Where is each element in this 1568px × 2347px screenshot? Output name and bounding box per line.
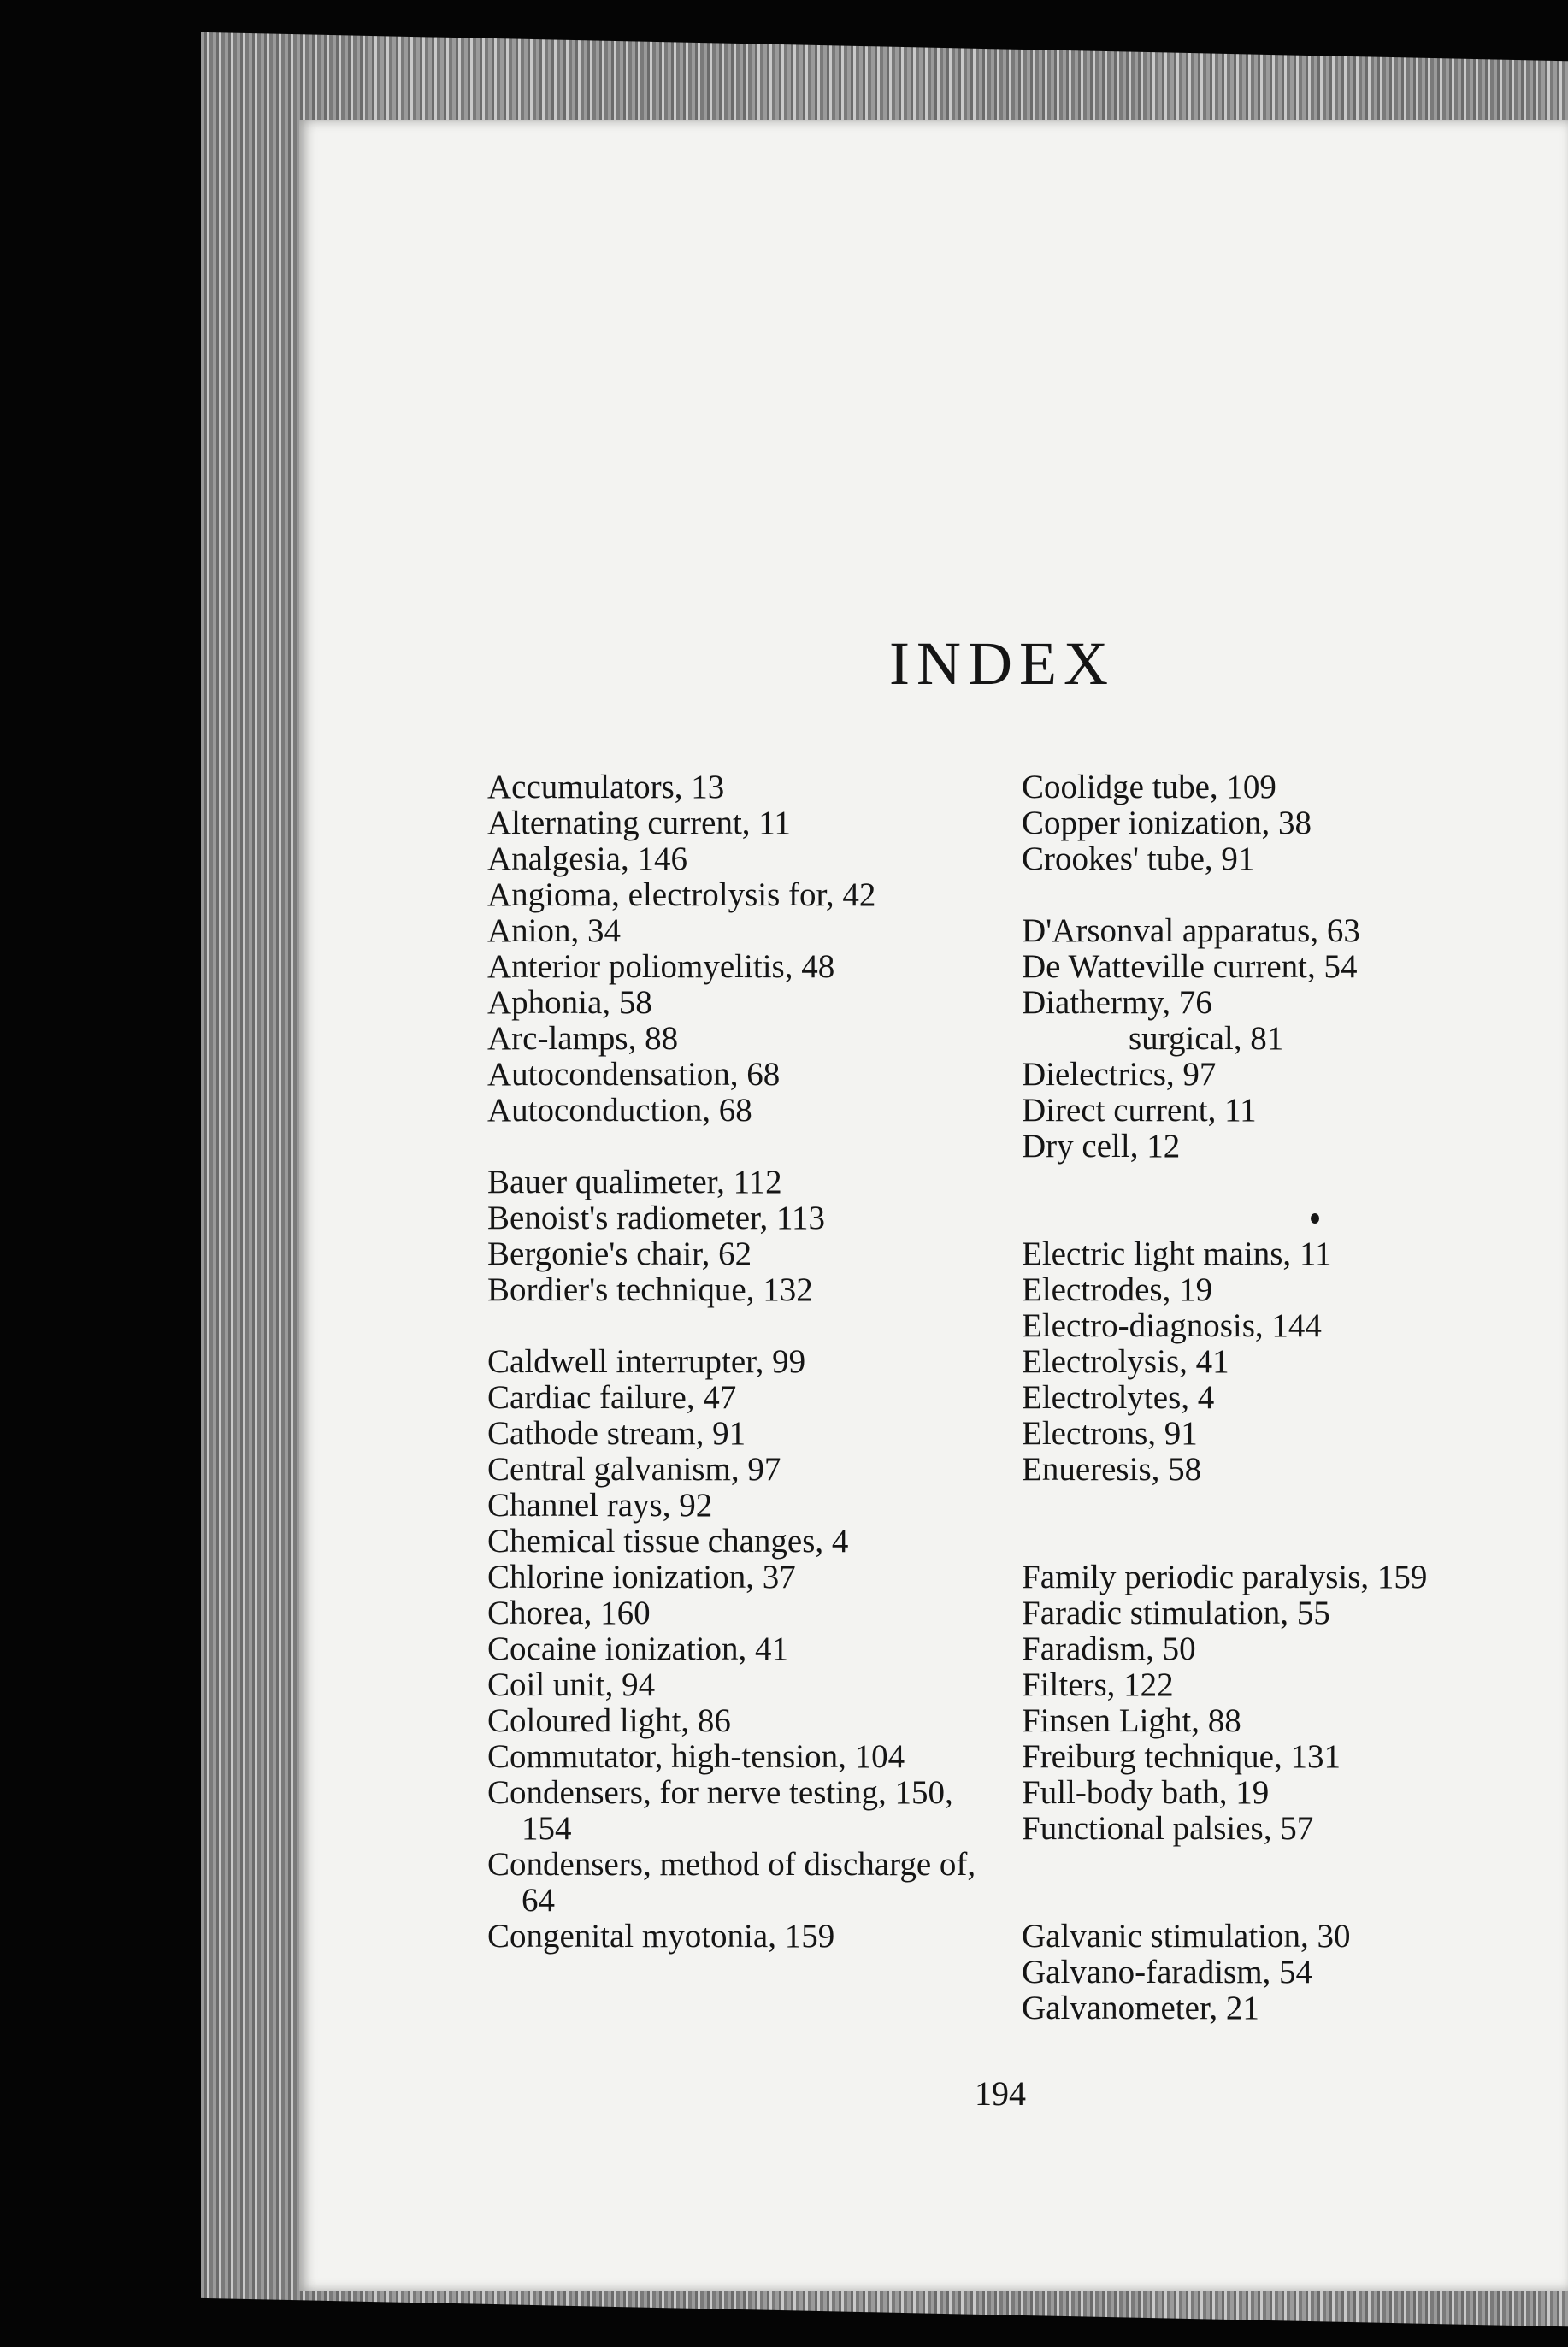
index-entry: Arc-lamps, 88 (487, 1020, 679, 1057)
index-entry: Analgesia, 146 (487, 840, 687, 877)
index-entry: Bergonie's chair, 62 (487, 1235, 752, 1272)
index-entry: Family periodic paralysis, 159 (1022, 1559, 1428, 1595)
index-entry: Autocondensation, 68 (487, 1056, 781, 1093)
index-subentry: surgical, 81 (1129, 1020, 1284, 1057)
section-gap (1022, 1524, 1535, 1560)
index-column-right (1022, 770, 1535, 2026)
index-entry: Full-body bath, 19 (1022, 1774, 1270, 1811)
index-heading: INDEX (889, 629, 1115, 698)
index-entry: Bauer qualimeter, 112 (487, 1164, 782, 1200)
index-entry: Coil unit, 94 (487, 1666, 656, 1703)
section-gap (487, 1129, 983, 1165)
section-gap (1022, 1883, 1535, 1919)
index-entry: Cathode stream, 91 (487, 1415, 746, 1452)
index-entry: Finsen Light, 88 (1022, 1702, 1241, 1739)
index-entry: Channel rays, 92 (487, 1487, 713, 1524)
index-entry: Anion, 34 (487, 912, 621, 949)
index-entry: Crookes' tube, 91 (1022, 840, 1255, 877)
index-entry: Coolidge tube, 109 (1022, 769, 1276, 805)
section-gap (487, 1308, 983, 1344)
index-entry: Copper ionization, 38 (1022, 805, 1312, 841)
index-entry: Condensers, method of discharge of, 64 (487, 1846, 976, 1919)
page-number: 194 (975, 2074, 1026, 2113)
index-entry: Caldwell interrupter, 99 (487, 1343, 806, 1380)
index-entry: Enueresis, 58 (1022, 1451, 1202, 1488)
index-entry: Electrolytes, 4 (1022, 1379, 1215, 1416)
index-entry: Chemical tissue changes, 4 (487, 1523, 849, 1560)
index-entry: Freiburg technique, 131 (1022, 1738, 1341, 1775)
bullet-mark (1311, 1213, 1319, 1224)
index-entry: Dry cell, 12 (1022, 1128, 1181, 1165)
index-entry: Aphonia, 58 (487, 984, 652, 1021)
index-entry: Commutator, high-tension, 104 (487, 1738, 905, 1775)
index-entry: Faradism, 50 (1022, 1631, 1196, 1667)
index-entry: Chlorine ionization, 37 (487, 1559, 796, 1595)
index-entry: Electrons, 91 (1022, 1415, 1198, 1452)
index-entry: Bordier's technique, 132 (487, 1271, 813, 1308)
index-entry: Cocaine ionization, 41 (487, 1631, 788, 1667)
index-entry: Diathermy, 76 (1022, 984, 1212, 1021)
index-entry: Condensers, for nerve testing, 150, 154 (487, 1774, 953, 1847)
index-entry: Chorea, 160 (487, 1595, 651, 1631)
index-entry: Electric light mains, 11 (1022, 1235, 1332, 1272)
index-entry: Electrodes, 19 (1022, 1271, 1213, 1308)
section-gap (1022, 1847, 1535, 1883)
index-entry: Direct current, 11 (1022, 1092, 1257, 1129)
index-entry: Benoist's radiometer, 113 (487, 1200, 826, 1236)
index-entry: Alternating current, 11 (487, 805, 791, 841)
index-entry: Filters, 122 (1022, 1666, 1174, 1703)
index-entry: Angioma, electrolysis for, 42 (487, 876, 876, 913)
index-entry: Functional palsies, 57 (1022, 1810, 1314, 1847)
index-entry: Dielectrics, 97 (1022, 1056, 1217, 1093)
index-entry: Anterior poliomyelitis, 48 (487, 948, 835, 985)
index-entry: Galvanometer, 21 (1022, 1990, 1259, 2026)
index-entry: Electro-diagnosis, 144 (1022, 1307, 1322, 1344)
section-gap (1022, 877, 1535, 913)
index-entry: De Watteville current, 54 (1022, 948, 1358, 985)
index-entry: Electrolysis, 41 (1022, 1343, 1229, 1380)
index-entry: Autoconduction, 68 (487, 1092, 752, 1129)
section-gap (1022, 1488, 1535, 1524)
index-entry: Cardiac failure, 47 (487, 1379, 737, 1416)
section-gap (1022, 1165, 1535, 1200)
section-gap (1022, 1200, 1535, 1236)
index-entry: Faradic stimulation, 55 (1022, 1595, 1330, 1631)
index-entry: Congenital myotonia, 159 (487, 1918, 835, 1955)
index-column-left (487, 770, 983, 1955)
index-entry: Galvanic stimulation, 30 (1022, 1918, 1351, 1955)
index-entry: Central galvanism, 97 (487, 1451, 781, 1488)
index-entry: Galvano-faradism, 54 (1022, 1954, 1313, 1990)
index-entry: Accumulators, 13 (487, 769, 725, 805)
index-entry: Coloured light, 86 (487, 1702, 731, 1739)
index-entry: D'Arsonval apparatus, 63 (1022, 912, 1360, 949)
